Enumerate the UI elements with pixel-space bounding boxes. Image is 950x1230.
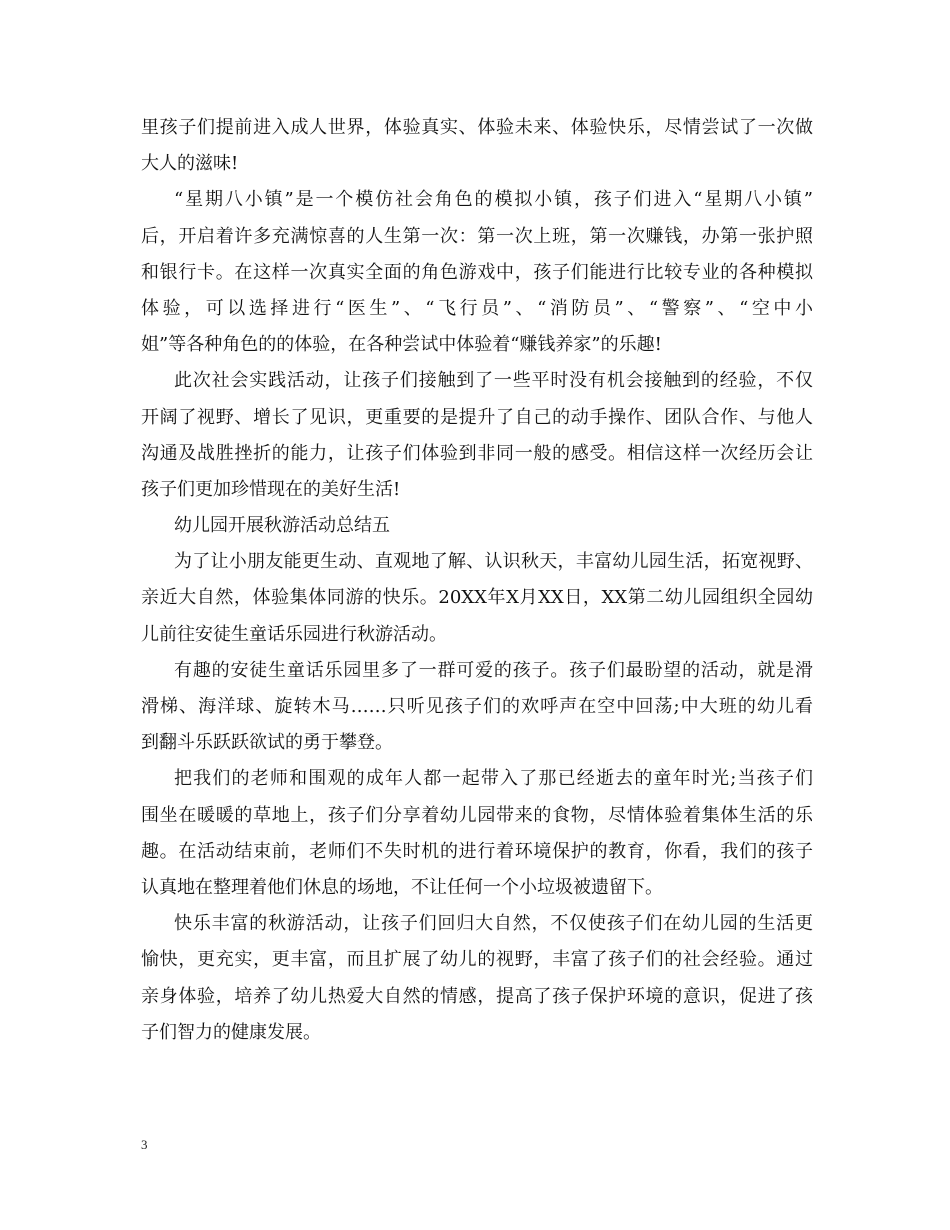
text-line: 孩子们更加珍惜现在的美好生活! — [141, 478, 401, 500]
text-line: 大人的滋味! — [141, 153, 239, 175]
text-line: 子们智力的健康发展。 — [141, 1021, 321, 1043]
text-line: 体验，可以选择进行“医生”、“飞行员”、“消防员”、“警察”、“空中小 — [141, 297, 813, 319]
text-line: 开阔了视野、增长了见识，更重要的是提升了自己的动手操作、团队合作、与他人 — [141, 406, 813, 428]
text-line: 把我们的老师和围观的成年人都一起带入了那已经逝去的童年时光;当孩子们 — [174, 768, 813, 790]
text-line: 滑梯、海洋球、旋转木马……只听见孩子们的欢呼声在空中回荡;中大班的幼儿看 — [141, 696, 813, 717]
text-line: 里孩子们提前进入成人世界，体验真实、体验未来、体验快乐，尽情尝试了一次做 — [141, 117, 813, 138]
text-line: 后，开启着许多充满惊喜的人生第一次：第一次上班，第一次赚钱，办第一张护照 — [141, 225, 813, 247]
text-line: 为了让小朋友能更生动、直观地了解、认识秋天，丰富幼儿园生活，拓宽视野、 — [174, 551, 813, 573]
text-line: 认真地在整理着他们休息的场地，不让任何一个小垃圾被遗留下。 — [141, 876, 663, 898]
text-line: 有趣的安徒生童话乐园里多了一群可爱的孩子。孩子们最盼望的活动，就是滑 — [174, 659, 813, 681]
text-line: 沟通及战胜挫折的能力，让孩子们体验到非同一般的感受。相信这样一次经历会让 — [141, 442, 813, 464]
body-text — [141, 110, 813, 1051]
text-line: “星期八小镇”是一个模仿社会角色的模拟小镇，孩子们进入“星期八小镇” — [174, 189, 813, 211]
text-line: 儿前往安徒生童话乐园进行秋游活动。 — [141, 623, 447, 645]
text-line: 围坐在暖暖的草地上，孩子们分享着幼儿园带来的食物，尽情体验着集体生活的乐 — [141, 804, 813, 826]
text-line: 快乐丰富的秋游活动，让孩子们回归大自然，不仅使孩子们在幼儿园的生活更 — [174, 913, 813, 935]
text-line: 亲身体验，培养了幼儿热爱大自然的情感，提高了孩子保护环境的意识，促进了孩 — [141, 985, 813, 1007]
text-line: 愉快，更充实，更丰富，而且扩展了幼儿的视野，丰富了孩子们的社会经验。通过 — [141, 949, 813, 971]
page-number: 3 — [141, 1137, 148, 1152]
text-line: 亲近大自然，体验集体同游的快乐。20XX年X月XX日，XX第二幼儿园组织全园幼 — [141, 587, 813, 609]
text-line: 姐”等各种角色的的体验，在各种尝试中体验着“赚钱养家”的乐趣! — [141, 334, 662, 356]
text-line: 此次社会实践活动，让孩子们接触到了一些平时没有机会接触到的经验，不仅 — [174, 370, 813, 392]
text-line: 和银行卡。在这样一次真实全面的角色游戏中，孩子们能进行比较专业的各种模拟 — [141, 261, 813, 283]
section-heading: 幼儿园开展秋游活动总结五 — [174, 515, 390, 537]
text-line: 趣。在活动结束前，老师们不失时机的进行着环境保护的教育，你看，我们的孩子 — [141, 840, 813, 862]
text-line: 到翻斗乐跃跃欲试的勇于攀登。 — [141, 732, 393, 754]
